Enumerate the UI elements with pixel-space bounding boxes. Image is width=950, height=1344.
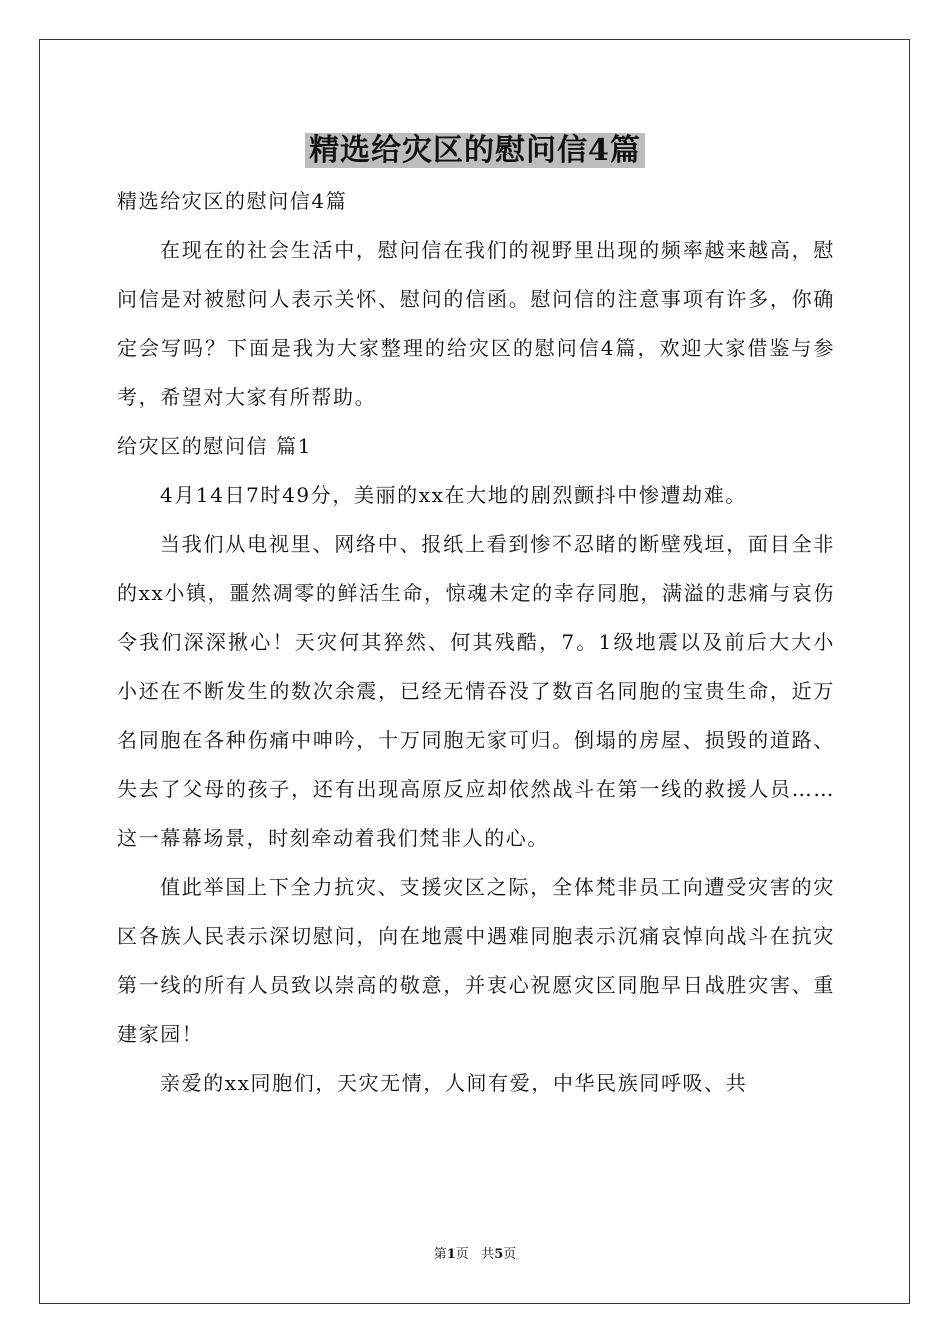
document-title-text: 精选给灾区的慰问信4篇 [305,133,645,168]
page-footer [0,1245,950,1265]
paragraph-5: 值此举国上下全力抗灾、支援灾区之际，全体梵非员工向遭受灾害的灾区各族人民表示深切慰问，向在地震中遇难同胞表示沉痛哀悼向战斗在抗灾第一线的所有人员致以崇高的敬意，并衷心祝愿灾区同胞早日战胜灾害、重建家园！ [117,875,835,1046]
footer-page-current: 1 [446,1247,456,1262]
footer-total-prefix: 共 [481,1247,495,1262]
footer-page-prefix: 第 [433,1247,447,1262]
footer-total-suffix: 页 [503,1247,517,1262]
paragraph-2: 给灾区的慰问信 篇1 [117,434,313,458]
paragraph-4: 当我们从电视里、网络中、报纸上看到惨不忍睹的断壁残垣，面目全非的xx小镇，噩然凋零的鲜活生命，惊魂未定的幸存同胞，满溢的悲痛与哀伤令我们深深揪心！天灾何其猝然、何其残酷，7。1级地震以及前后大大小小还在不断发生的数次余震，已经无情吞没了数百名同胞的宝贵生命，近万名同胞在各种伤痛中呻吟，十万同胞无家可归。倒塌的房屋、损毁的道路、失去了父母的孩子，还有出现高原反应却依然战斗在第一线的救援人员……这一幕幕场景，时刻牵动着我们梵非人的心。 [117,532,835,850]
document-body [117,177,835,1108]
document-title [0,126,950,176]
footer-page-total: 5 [494,1247,504,1262]
paragraph-6: 亲爱的xx同胞们，天灾无情，人间有爱，中华民族同呼吸、共 [160,1071,748,1095]
footer-page-suffix: 页 [455,1247,469,1262]
paragraph-3: 4月14日7时49分，美丽的xx在大地的剧烈颤抖中惨遭劫难。 [160,483,747,507]
paragraph-0: 精选给灾区的慰问信4篇 [117,189,348,213]
paragraph-1: 在现在的社会生活中，慰问信在我们的视野里出现的频率越来越高，慰问信是对被慰问人表示关怀、慰问的信函。慰问信的注意事项有许多，你确定会写吗？下面是我为大家整理的给灾区的慰问信4篇，欢迎大家借鉴与参考，希望对大家有所帮助。 [117,238,835,409]
